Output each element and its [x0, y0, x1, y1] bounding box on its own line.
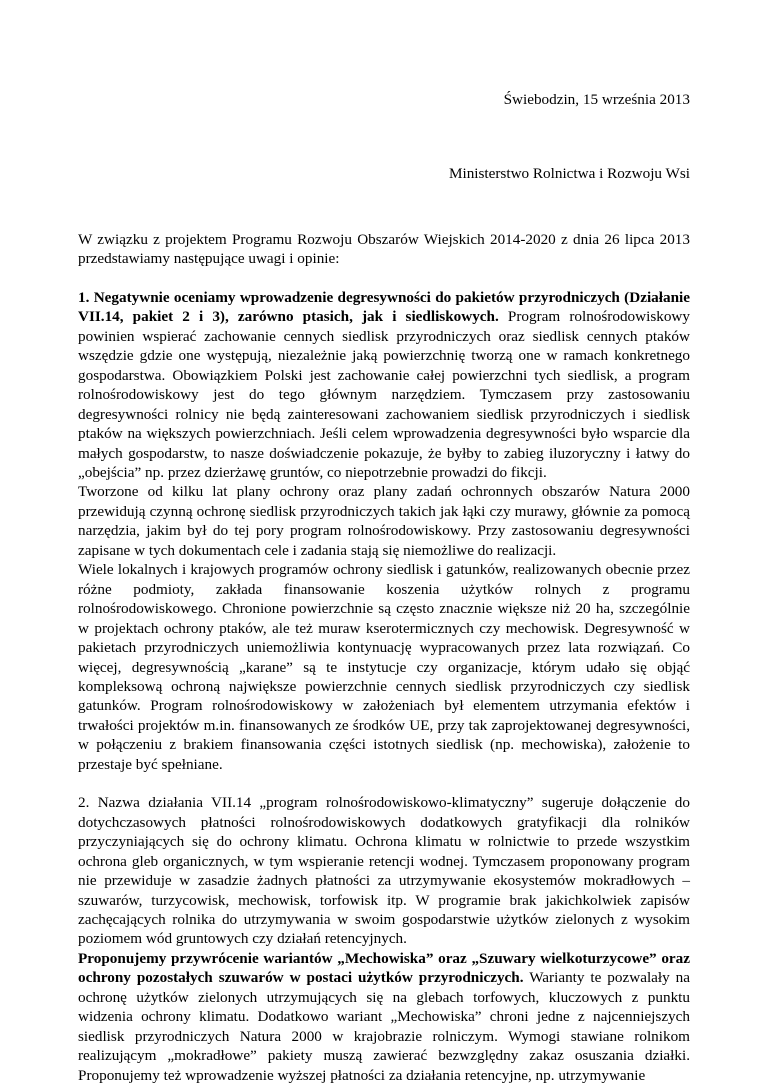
intro-paragraph: W związku z projektem Programu Rozwoju Obszarów Wiejskich 2014-2020 z dnia 26 lipca 2013 przedstawiamy następujące uwagi i opinie:: [78, 231, 690, 268]
addressee: Ministerstwo Rolnictwa i Rozwoju Wsi: [448, 165, 690, 182]
point-1-paragraph-2: Tworzone od kilku lat plany ochrony oraz plany zadań ochronnych obszarów Natura 2000 przewidują czynną ochronę siedlisk przyrodniczych takich jak łąki czy murawy, głównie za pomocą narzędzia, jakim był do tej pory program rolnośrodowiskowy. Przy zastosowaniu degresywności zapisane w tych dokumentach cele i zadania stają się niemożliwe do realizacji.: [78, 483, 690, 559]
point-1-paragraph: [78, 288, 690, 483]
point-2-lead: Proponujemy przywrócenie wariantów „Mechowiska” oraz „Szuwary wielkoturzycowe” oraz ochrony pozostałych szuwarów w postaci użytków przyrodniczych.: [78, 949, 690, 987]
letter-body: [78, 230, 690, 1085]
point-2-paragraph: 2. Nazwa działania VII.14 „program rolnośrodowiskowo-klimatyczny” sugeruje dołączenie do dotychczasowych płatności rolnośrodowiskowych dodatkowych gratyfikacji dla rolników przyczyniających się do ochrony klimatu. Ochrona klimatu w rolnictwie to przede wszystkim ochrona gleb organicznych, w tym wspieranie retencji wodnej. Tymczasem proponowany program nie przewiduje w zasadzie żadnych płatności za utrzymywanie ekosystemów mokradłowych – szuwarów, turzycowisk, mechowisk, torfowisk itp. W programie brak jakichkolwiek zapisów zachęcających rolnika do utrzymywania w swoim gospodarstwie użytków zielonych z wysokim poziomem wód gruntowych czy działań retencyjnych.: [78, 794, 690, 948]
point-2-tail: Warianty te pozwalały na ochronę użytków zielonych utrzymujących się na glebach torfowych, kluczowych z punktu widzenia ochrony klimatu. Dodatkowo wariant „Mechowiska” chroni jedne z najcenniejszych siedlisk przyrodniczych Natura 2000 w krajobrazie rolniczym. Wymogi stawiane rolnikom realizującym „mokradłowe” pakiety muszą zawierać bezwzględny zakaz osuszania działki. Proponujemy też wprowadzenie wyższej płatności za działania retencyjne, np. utrzymywanie: [78, 969, 690, 1084]
point-1-paragraph-3: Wiele lokalnych i krajowych programów ochrony siedlisk i gatunków, realizowanych obecnie przez różne podmioty, zakłada finansowanie koszenia użytków rolnych z programu rolnośrodowiskowego. Chronione powierzchnie są często znacznie większe niż 20 ha, szczególnie w projektach ochrony ptaków, ale też muraw kserotermicznych czy mechowisk. Degresywność w pakietach przyrodniczych uniemożliwia kontynuację wypracowanych przez lata rozwiązań. Co więcej, degresywnością „karane” są te instytucje czy organizacje, którym udało się objąć kompleksową ochroną największe powierzchnie cennych siedlisk przyrodniczych czy siedlisk gatunków. Program rolnośrodowiskowy w założeniach był elementem utrzymania efektów i trwałości projektów m.in. finansowanych ze środków UE, przy tak zaprojektowanej degresywności, w połączeniu z brakiem finansowania części istotnych siedlisk (np. mechowiska), założenie to przestaje być spełniane.: [78, 561, 690, 773]
point-2-proposal-paragraph: [78, 949, 690, 1085]
point-1-text: Program rolnośrodowiskowy powinien wspierać zachowanie cennych siedlisk przyrodniczych oraz siedlisk cennych ptaków wszędzie gdzie one występują, niezależnie jaką powierzchnię tworzą one w ramach konkretnego gospodarstwa. Obowiązkiem Polski jest zachowanie całej powierzchni tych siedlisk, a program rolnośrodowiskowy jest do tego głównym narzędziem. Tymczasem przy zastosowaniu degresywności rolnicy nie będą zainteresowani zachowaniem siedlisk przyrodniczych i siedlisk ptaków na większych powierzchniach. Jeśli celem wprowadzenia degresywności było wsparcie dla małych gospodarstw, to nasze doświadczenie pokazuje, że byłby to zabieg iluzoryczny i łatwy do „obejścia” np. przez dzierżawę gruntów, co niepotrzebnie prowadzi do fikcji.: [78, 308, 690, 481]
place-date: Świebodzin, 15 września 2013: [503, 91, 690, 108]
point-1-lead: 1. Negatywnie oceniamy wprowadzenie degresywności do pakietów przyrodniczych (Działanie VII.14, pakiet 2 i 3), zarówno ptasich, jak i siedliskowych.: [78, 288, 690, 326]
